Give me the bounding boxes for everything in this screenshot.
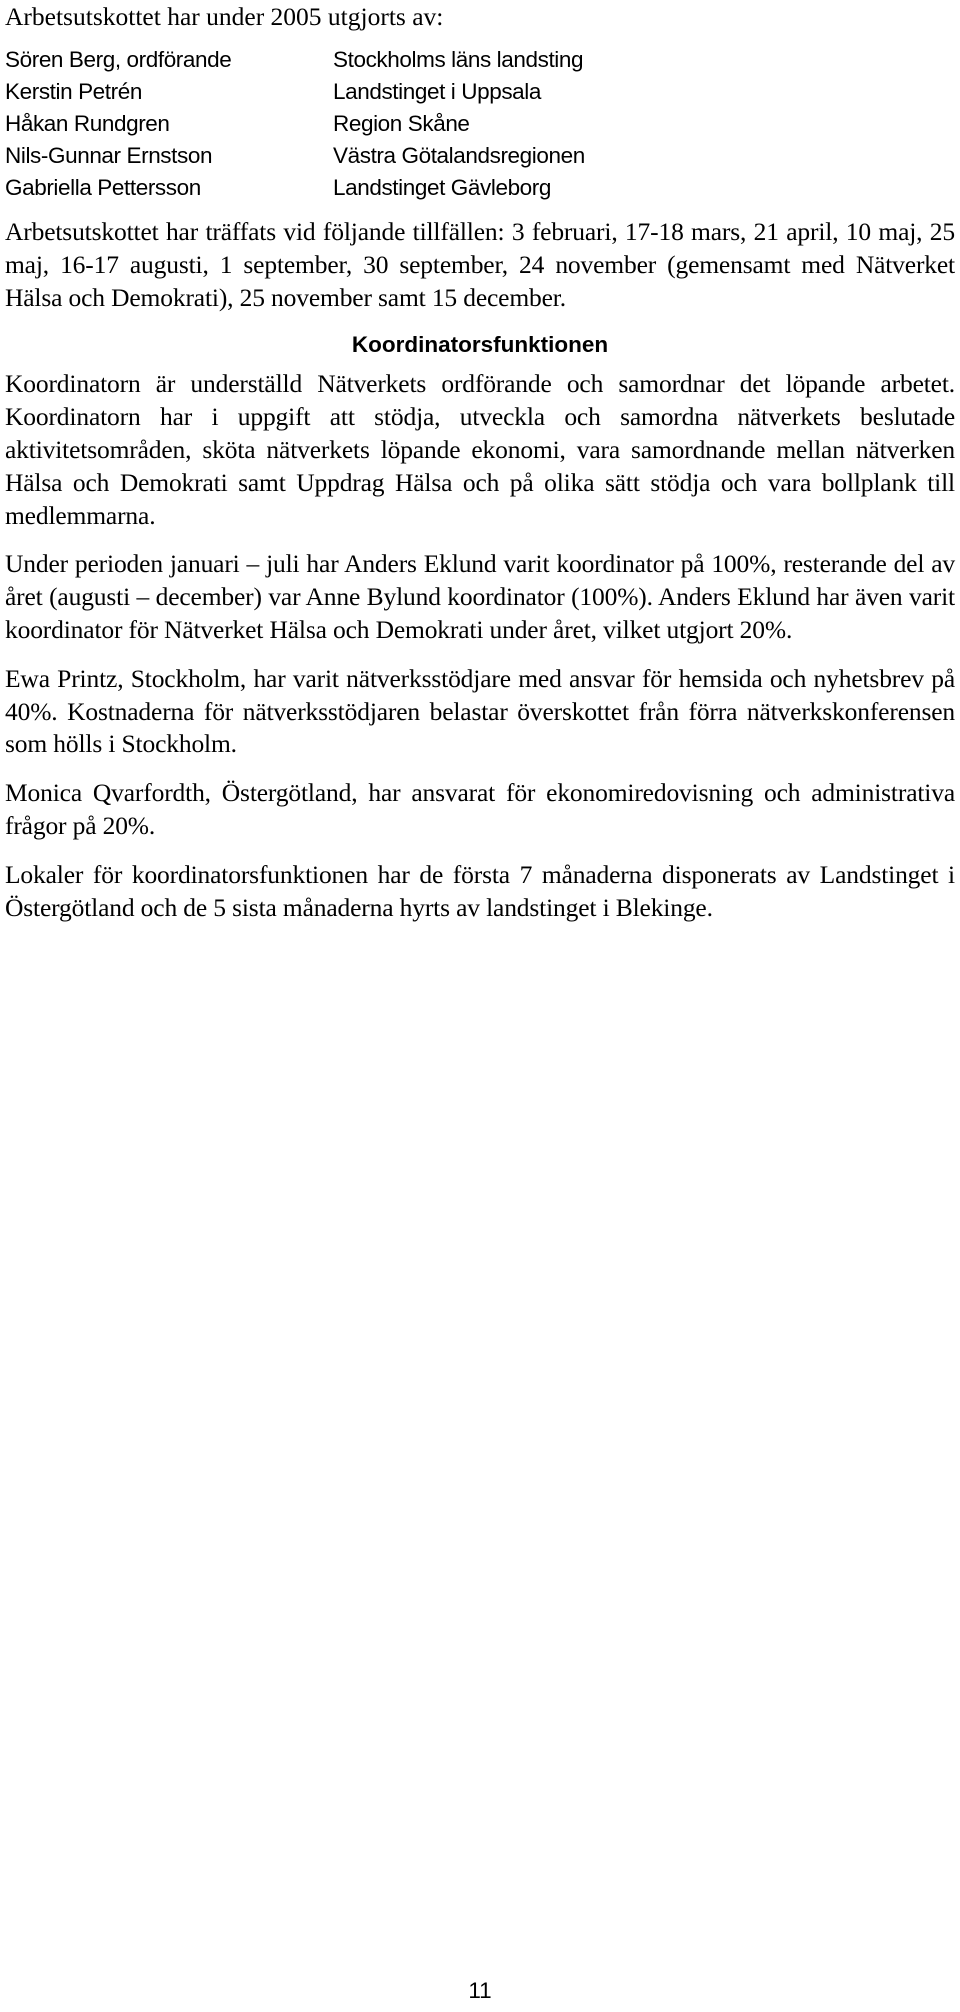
member-org: Västra Götalandsregionen — [333, 143, 585, 168]
member-row — [5, 44, 955, 76]
body-paragraph: Under perioden januari – juli har Anders Eklund varit koordinator på 100%, resterande del av året (augusti – december) var Anne Bylund koordinator (100%). Anders Eklund har även varit koordinator för Nätverket Hälsa och Demokrati under året, vilket utgjort 20%. — [5, 549, 955, 644]
document-page — [5, 0, 955, 924]
body-paragraph: Lokaler för koordinatorsfunktionen har de första 7 månaderna disponerats av Landstinget i Östergötland och de 5 sista månaderna hyrts av landstinget i Blekinge. — [5, 859, 955, 922]
member-name: Håkan Rundgren — [5, 111, 170, 136]
meetings-paragraph: Arbetsutskottet har träffats vid följande tillfällen: 3 februari, 17-18 mars, 21 april, 10 maj, 25 maj, 16-17 augusti, 1 september, 30 september, 24 november (gemensamt med Nätverket Hälsa och Demokrati), 25 november samt 15 december. — [5, 217, 955, 312]
member-name: Nils-Gunnar Ernstson — [5, 143, 213, 168]
member-org: Landstinget i Uppsala — [333, 79, 541, 104]
body-paragraph: Ewa Printz, Stockholm, har varit nätverksstödjare med ansvar för hemsida och nyhetsbrev på 40%. Kostnaderna för nätverksstödjaren belastar överskottet från förra nätverkskonferensen som hölls i Stockholm. — [5, 663, 955, 759]
member-name: Kerstin Petrén — [5, 79, 142, 104]
member-row — [5, 172, 955, 204]
section-heading: Koordinatorsfunktionen — [351, 332, 609, 358]
member-row — [5, 76, 955, 108]
member-row — [5, 108, 955, 140]
page-number: 11 — [468, 1978, 492, 2003]
member-org: Stockholms läns landsting — [333, 47, 584, 72]
member-org: Region Skåne — [333, 111, 470, 136]
member-name: Gabriella Pettersson — [5, 175, 201, 200]
member-org: Landstinget Gävleborg — [333, 175, 552, 200]
body-paragraph: Koordinatorn är underställd Nätverkets ordförande och samordnar det löpande arbetet. Koordinatorn har i uppgift att stödja, utveckla och samordna nätverkets beslutade aktivitetsområden, sköta nätverkets löpande ekonomi, vara samordnande mellan nätverken Hälsa och Demokrati samt Uppdrag Hälsa och på olika sätt stödja och vara bollplank till medlemmarna. — [5, 369, 955, 530]
member-name: Sören Berg, ordförande — [5, 47, 232, 72]
body-paragraph: Monica Qvarfordth, Östergötland, har ansvarat för ekonomiredovisning och administrativa frågor på 20%. — [5, 778, 955, 840]
intro-text: Arbetsutskottet har under 2005 utgjorts av: — [5, 2, 444, 31]
member-row — [5, 140, 955, 172]
member-list — [5, 44, 955, 204]
